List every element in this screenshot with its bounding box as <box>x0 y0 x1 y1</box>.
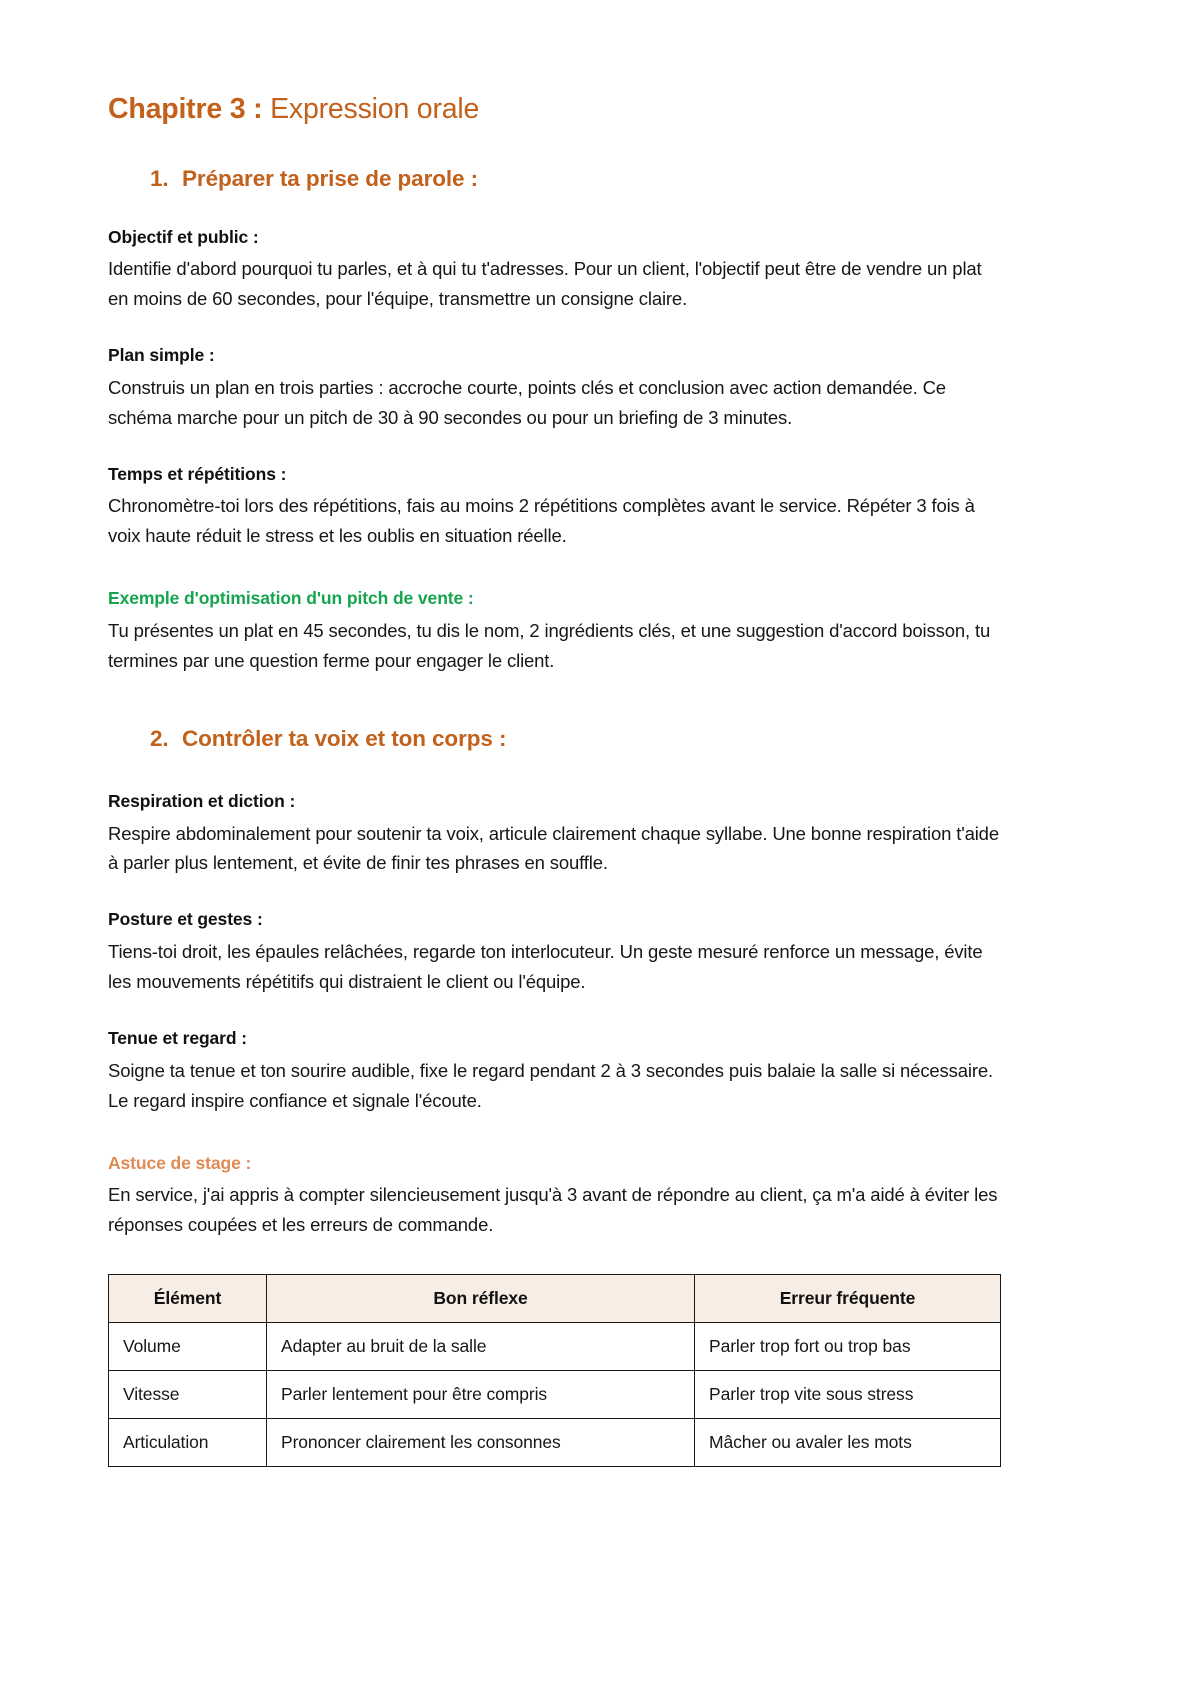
block-title-highlight-green: Exemple d'optimisation d'un pitch de vente : <box>108 588 474 609</box>
table-cell: Parler lentement pour être compris <box>267 1371 695 1419</box>
table-cell: Parler trop fort ou trop bas <box>695 1323 1001 1371</box>
block-astuce-de-stage <box>108 1152 1000 1241</box>
block-title: Objectif et public : <box>108 226 259 247</box>
page-title <box>108 92 1000 128</box>
table-row <box>109 1371 1001 1419</box>
table-body <box>109 1323 1001 1467</box>
table-cell: Articulation <box>109 1419 267 1467</box>
block-title-highlight-orange: Astuce de stage : <box>108 1152 252 1173</box>
section-heading-1 <box>108 166 1000 192</box>
block-body: Chronomètre-toi lors des répétitions, fais au moins 2 répétitions complètes avant le service. Répéter 3 fois à voix haute réduit le stress et les oublis en situation réelle. <box>108 495 975 547</box>
chapter-label: Chapitre 3 : <box>108 93 263 125</box>
chapter-name: Expression orale <box>270 93 480 125</box>
block-respiration-et-diction <box>108 790 1000 879</box>
document-content <box>108 92 1000 1467</box>
block-title: Plan simple : <box>108 345 215 366</box>
table-cell: Parler trop vite sous stress <box>695 1371 1001 1419</box>
block-body: Respire abdominalement pour soutenir ta voix, articule clairement chaque syllabe. Une bonne respiration t'aide à parler plus lentement, et évite de finir tes phrases en souffle. <box>108 822 999 874</box>
block-body: Tu présentes un plat en 45 secondes, tu dis le nom, 2 ingrédients clés, et une suggestion d'accord boisson, tu termines par une question ferme pour engager le client. <box>108 619 991 671</box>
table-cell: Vitesse <box>109 1371 267 1419</box>
section-heading-2 <box>108 726 1000 752</box>
table-cell: Mâcher ou avaler les mots <box>695 1419 1001 1467</box>
section-2-number: 2. <box>150 725 169 751</box>
block-tenue-et-regard <box>108 1027 1000 1116</box>
table-header-cell: Bon réflexe <box>267 1275 695 1323</box>
table-header-cell: Élément <box>109 1275 267 1323</box>
table-row <box>109 1419 1001 1467</box>
section-2-title: Contrôler ta voix et ton corps : <box>182 725 507 751</box>
block-title: Tenue et regard : <box>108 1028 247 1048</box>
reflex-table <box>108 1274 1001 1467</box>
block-title: Temps et répétitions : <box>108 463 287 484</box>
table-cell: Volume <box>109 1323 267 1371</box>
block-body: Tiens-toi droit, les épaules relâchées, regarde ton interlocuteur. Un geste mesuré renforce un message, évite les mouvements répétitifs qui distraient le client ou l'équipe. <box>108 941 983 993</box>
block-title: Posture et gestes : <box>108 909 263 930</box>
table-header-cell: Erreur fréquente <box>695 1275 1001 1323</box>
reflex-table-wrapper <box>108 1274 1000 1467</box>
table-cell: Prononcer clairement les consonnes <box>267 1419 695 1467</box>
block-body: En service, j'ai appris à compter silencieusement jusqu'à 3 avant de répondre au client, ça m'a aidé à éviter les réponses coupées et les erreurs de commande. <box>108 1184 998 1236</box>
block-plan-simple <box>108 344 1000 433</box>
block-body: Construis un plan en trois parties : accroche courte, points clés et conclusion avec action demandée. Ce schéma marche pour un pitch de 30 à 90 secondes ou pour un briefing de 3 minutes. <box>108 376 946 428</box>
section-1-number: 1. <box>150 165 169 191</box>
block-exemple-optimisation <box>108 587 1000 676</box>
table-cell: Adapter au bruit de la salle <box>267 1323 695 1371</box>
block-title: Respiration et diction : <box>108 790 296 811</box>
block-temps-et-repetitions <box>108 463 1000 552</box>
block-objectif-et-public <box>108 226 1000 315</box>
section-1-title: Préparer ta prise de parole : <box>182 165 478 191</box>
table-header-row <box>109 1275 1001 1323</box>
table-row <box>109 1323 1001 1371</box>
block-body: Soigne ta tenue et ton sourire audible, fixe le regard pendant 2 à 3 secondes puis balaie la salle si nécessaire. Le regard inspire confiance et signale l'écoute. <box>108 1059 993 1111</box>
table-head <box>109 1275 1001 1323</box>
block-body: Identifie d'abord pourquoi tu parles, et à qui tu t'adresses. Pour un client, l'objectif peut être de vendre un plat en moins de 60 secondes, pour l'équipe, transmettre un consigne claire. <box>108 258 982 310</box>
block-posture-et-gestes <box>108 908 1000 997</box>
